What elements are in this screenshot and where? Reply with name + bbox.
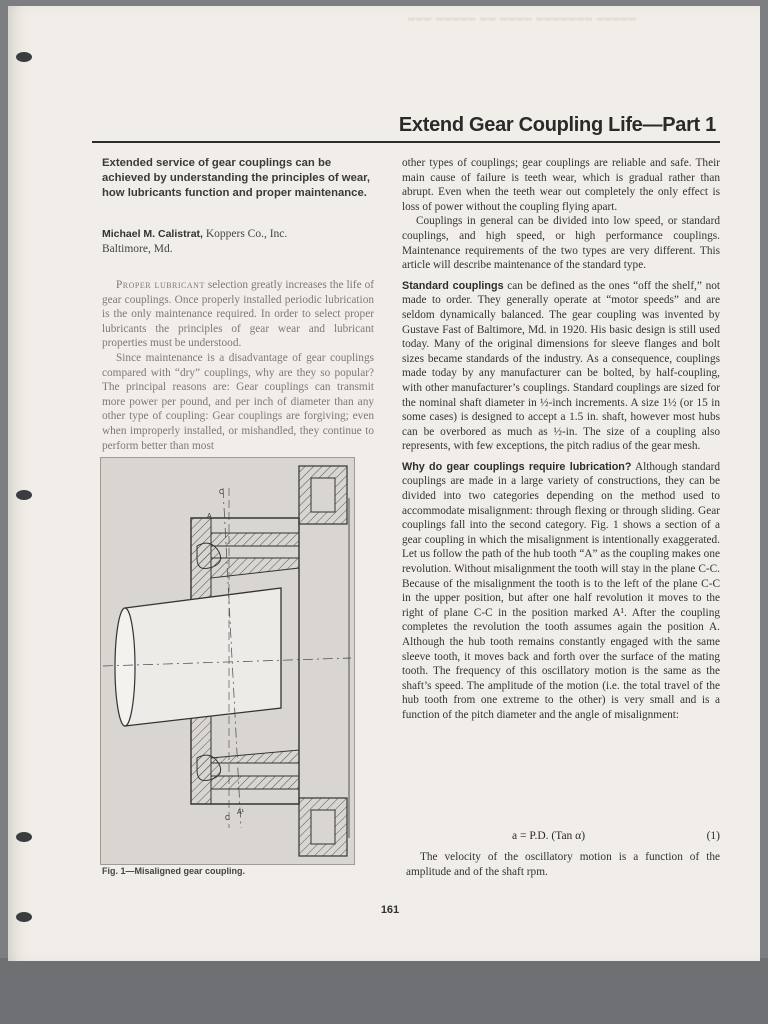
figure-gear-coupling [100, 457, 355, 865]
section-heading: Why do gear couplings require lubrication? [402, 460, 632, 473]
label-c-top: C [219, 489, 225, 496]
page-number: 161 [380, 904, 400, 916]
right-paragraph: Couplings in general can be divided into low speed, or standard couplings, and high speed, or high performance couplings. Maintenance requirements of the two types are very different. This article will describe maintenance of the standard type. [402, 215, 720, 272]
author-city: Baltimore, Md. [102, 243, 173, 255]
author-name: Michael M. Calistrat, [102, 228, 203, 240]
label-c-bottom: C [225, 815, 231, 822]
bleed-through-text: ═══ ═════ ══ ════ ═══════ ═════ [408, 14, 638, 25]
binder-hole [16, 52, 32, 62]
equation-expression: a = P.D. (Tan α) [512, 830, 586, 842]
binder-hole [16, 912, 32, 922]
section-why-lubrication [402, 460, 720, 723]
binder-hole [16, 832, 32, 842]
right-paragraph: other types of couplings; gear couplings are reliable and safe. Their main cause of failure is teeth wear, which is gradual rather than abrupt. Even when the teeth wear out completely the only effect is loss of power without the coupling flying apart. [402, 157, 720, 213]
label-a1: A¹ [237, 809, 244, 816]
coupling-drawing [101, 458, 354, 864]
equation-number: (1) [706, 830, 720, 842]
article-lede: Extended service of gear couplings can be achieved by understanding the principles of wear, how lubricants function and proper maintenance. [102, 157, 371, 199]
label-a: A [207, 513, 212, 520]
author-block [102, 227, 374, 257]
section-body: can be defined as the ones “off the shelf,” not made to order. They generally operate at “motor speeds” and are seldom dynamically balanced. The gear coupling was invented by Gustave Fast of Baltimore, Md. in 1920. His basic design is still used today. Many of the original dimensions for sleeve flanges and bolt sizes became standards of the industry. As a consequence, couplings made today by any manufacturer can be bolted, by half-coupling, with other manufacturer’s couplings. Standard couplings are sized for the nominal shaft diameter in ½-inch increments. A size 1½ (or 15 in some cases) is designed to accept a 1.5 in. shaft, however most hubs can be overbored as much as ½-in. The size of a coupling also represents, with few exceptions, the pitch radius of the gear mesh. [402, 279, 721, 453]
drop-lead: Proper lubricant [116, 279, 205, 291]
left-paragraph: Since maintenance is a disadvantage of gear couplings compared with “dry” couplings, why are they so popular? The principal reasons are: Gear couplings can transmit more power per pound, and per inch of diameter than any other type of coupling: Gear couplings are forgiving; even when improperly installed, or mishandled, they continue to perform better than most [102, 351, 374, 452]
desk-background [0, 958, 768, 1024]
section-heading: Standard couplings [402, 279, 504, 292]
binder-hole [16, 490, 32, 500]
left-paragraph-body: selection greatly increases the life of gear couplings. Once properly installed periodic lubrication is the only maintenance required. In order to select proper lubricants the principles of gear wear and lubricant properties must be understood. [102, 279, 374, 350]
right-column [402, 156, 720, 723]
equation-1 [406, 830, 720, 846]
left-paragraph [102, 278, 374, 351]
section-body: Although standard couplings are made in a large variety of constructions, they can be divided into two categories depending on the method used to accommodate misalignment: through flexing or through sliding. Gear couplings fall into the second category. Fig. 1 shows a section of a gear coupling in which the misalignment is intentionally exaggerated. Let us follow the path of the hub tooth “A” as the coupling makes one revolution. Without misalignment the tooth will stay in the plane C-C. Because of the misalignment the tooth is to the left of the plane C-C in the upper position, but after one half revolution it moves to the right of plane C-C in the position marked A¹. After the coupling completes the revolution the tooth assumes again the position A. Although the hub tooth remains constantly engaged with the same sleeve tooth, it moves back and forth over the surface of the mating tooth. The frequency of this oscillatory motion is the same as the shaft’s speed. The amplitude of the motion (i.e. the total travel of the hub tooth from one extreme to the other) is very small and is a function of the pitch diameter and the angle of misalignment: [402, 460, 720, 721]
closing-paragraph-block [406, 850, 720, 879]
author-company: Koppers Co., Inc. [205, 228, 288, 240]
closing-paragraph: The velocity of the oscillatory motion is a function of the amplitude and of the shaft rpm. [406, 851, 720, 878]
left-column [102, 278, 374, 453]
figure-caption: Fig. 1—Misaligned gear coupling. [102, 866, 246, 876]
section-standard-couplings [402, 279, 720, 454]
article-title: Extend Gear Coupling Life—Part 1 [398, 114, 716, 136]
title-rule [92, 141, 720, 143]
